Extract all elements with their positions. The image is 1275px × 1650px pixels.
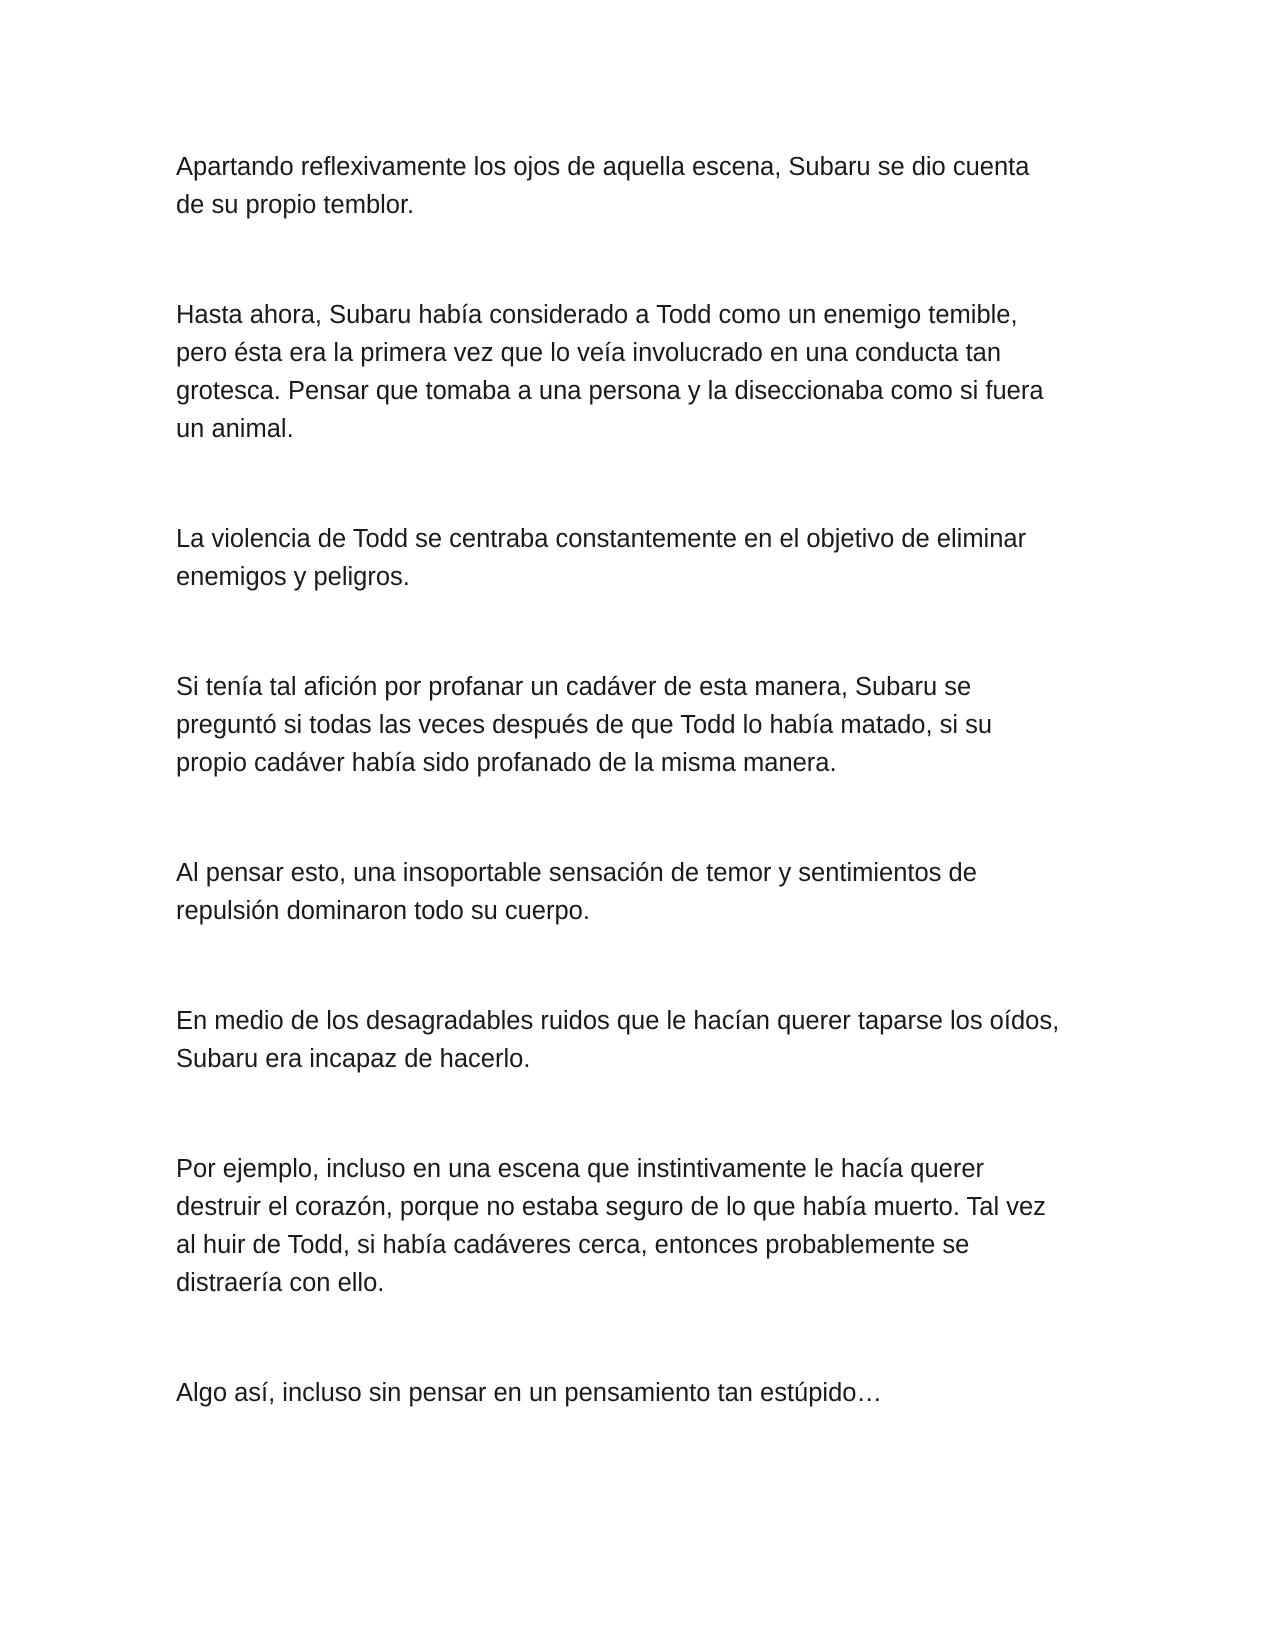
document-body [176,148,1096,1484]
paragraph-2: Hasta ahora, Subaru había considerado a Todd como un enemigo temible, pero ésta era la primera vez que lo veía involucrado en una conducta tan grotesca. Pensar que tomaba a una persona y la diseccionaba como si fuera un animal. [176,301,1044,443]
paragraph-7: Por ejemplo, incluso en una escena que instintivamente le hacía querer destruir el corazón, porque no estaba seguro de lo que había muerto. Tal vez al huir de Todd, si había cadáveres cerca, entonces probablemente se distraería con ello. [176,1155,1046,1297]
paragraph-8: Algo así, incluso sin pensar en un pensamiento tan estúpido… [176,1379,882,1407]
paragraph-4: Si tenía tal afición por profanar un cadáver de esta manera, Subaru se preguntó si todas las veces después de que Todd lo había matado, si su propio cadáver había sido profanado de la misma manera. [176,673,993,777]
paragraph-6: En medio de los desagradables ruidos que le hacían querer taparse los oídos, Subaru era incapaz de hacerlo. [176,1007,1060,1073]
paragraph-5: Al pensar esto, una insoportable sensación de temor y sentimientos de repulsión dominaron todo su cuerpo. [176,859,977,925]
paragraph-3: La violencia de Todd se centraba constantemente en el objetivo de eliminar enemigos y peligros. [176,525,1027,591]
paragraph-1: Apartando reflexivamente los ojos de aquella escena, Subaru se dio cuenta de su propio temblor. [176,153,1030,219]
